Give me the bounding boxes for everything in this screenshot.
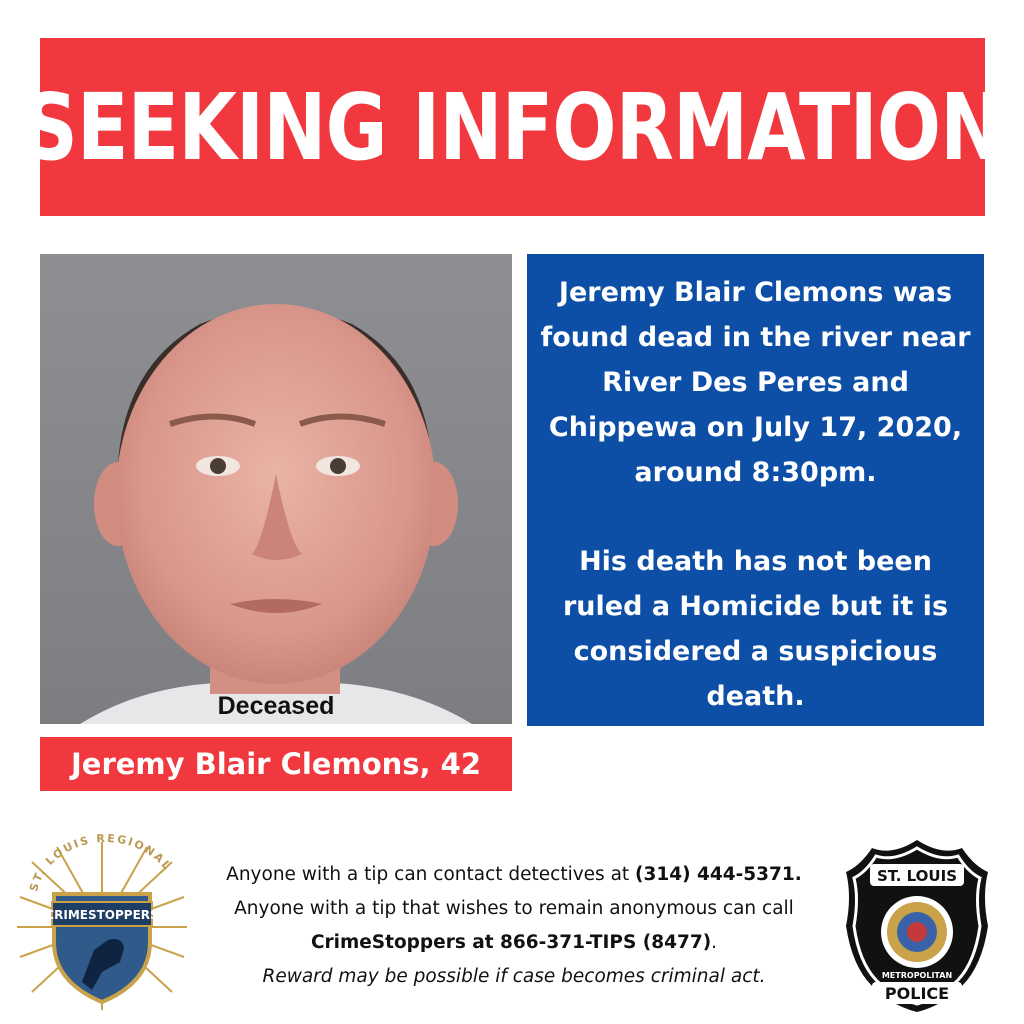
crimestoppers-phone: CrimeStoppers at 866-371-TIPS (8477)	[310, 932, 712, 953]
headline-title: SEEKING INFORMATION	[22, 73, 1003, 181]
info-box	[527, 254, 984, 726]
info-paragraph-2: His death has not been ruled a Homicide but it is considered a suspicious death.	[562, 546, 949, 712]
crimestoppers-shield-text: CRIMESTOPPERS	[45, 908, 159, 922]
police-top-text: ST. LOUIS	[876, 867, 958, 885]
crimestoppers-arc-text: ST. LOUIS REGIONAL	[27, 831, 175, 893]
crimestoppers-logo	[12, 822, 192, 1012]
footer-line-3-suffix: .	[711, 932, 718, 953]
footer-line-1	[190, 858, 838, 892]
police-logo	[842, 836, 992, 1014]
svg-text:ST. LOUIS REGIONAL	[27, 832, 174, 893]
footer-line-2: Anyone with a tip that wishes to remain anonymous can call	[234, 898, 794, 919]
photo-caption: Deceased	[217, 692, 335, 720]
detectives-phone: (314) 444-5371.	[635, 864, 802, 885]
police-bottom-text: POLICE	[884, 984, 950, 1003]
reward-note: Reward may be possible if case becomes criminal act.	[262, 966, 766, 987]
footer-line-3	[190, 926, 838, 960]
headline-banner	[22, 38, 1003, 216]
police-band-text: METROPOLITAN	[881, 971, 953, 980]
footer-line-1-text: Anyone with a tip can contact detectives at	[226, 864, 636, 885]
name-bar	[40, 737, 512, 791]
portrait-illustration	[40, 254, 512, 724]
contact-footer	[190, 858, 838, 994]
footer-line-4	[190, 960, 838, 994]
crimestoppers-badge-icon	[12, 822, 192, 1012]
info-paragraph-1: Jeremy Blair Clemons was found dead in the river near River Des Peres and Chippewa on July 17, 2020, around 8:30pm.	[540, 277, 971, 488]
police-badge-icon	[842, 836, 992, 1014]
suspect-photo	[40, 254, 512, 724]
victim-name: Jeremy Blair Clemons, 42	[70, 747, 481, 781]
